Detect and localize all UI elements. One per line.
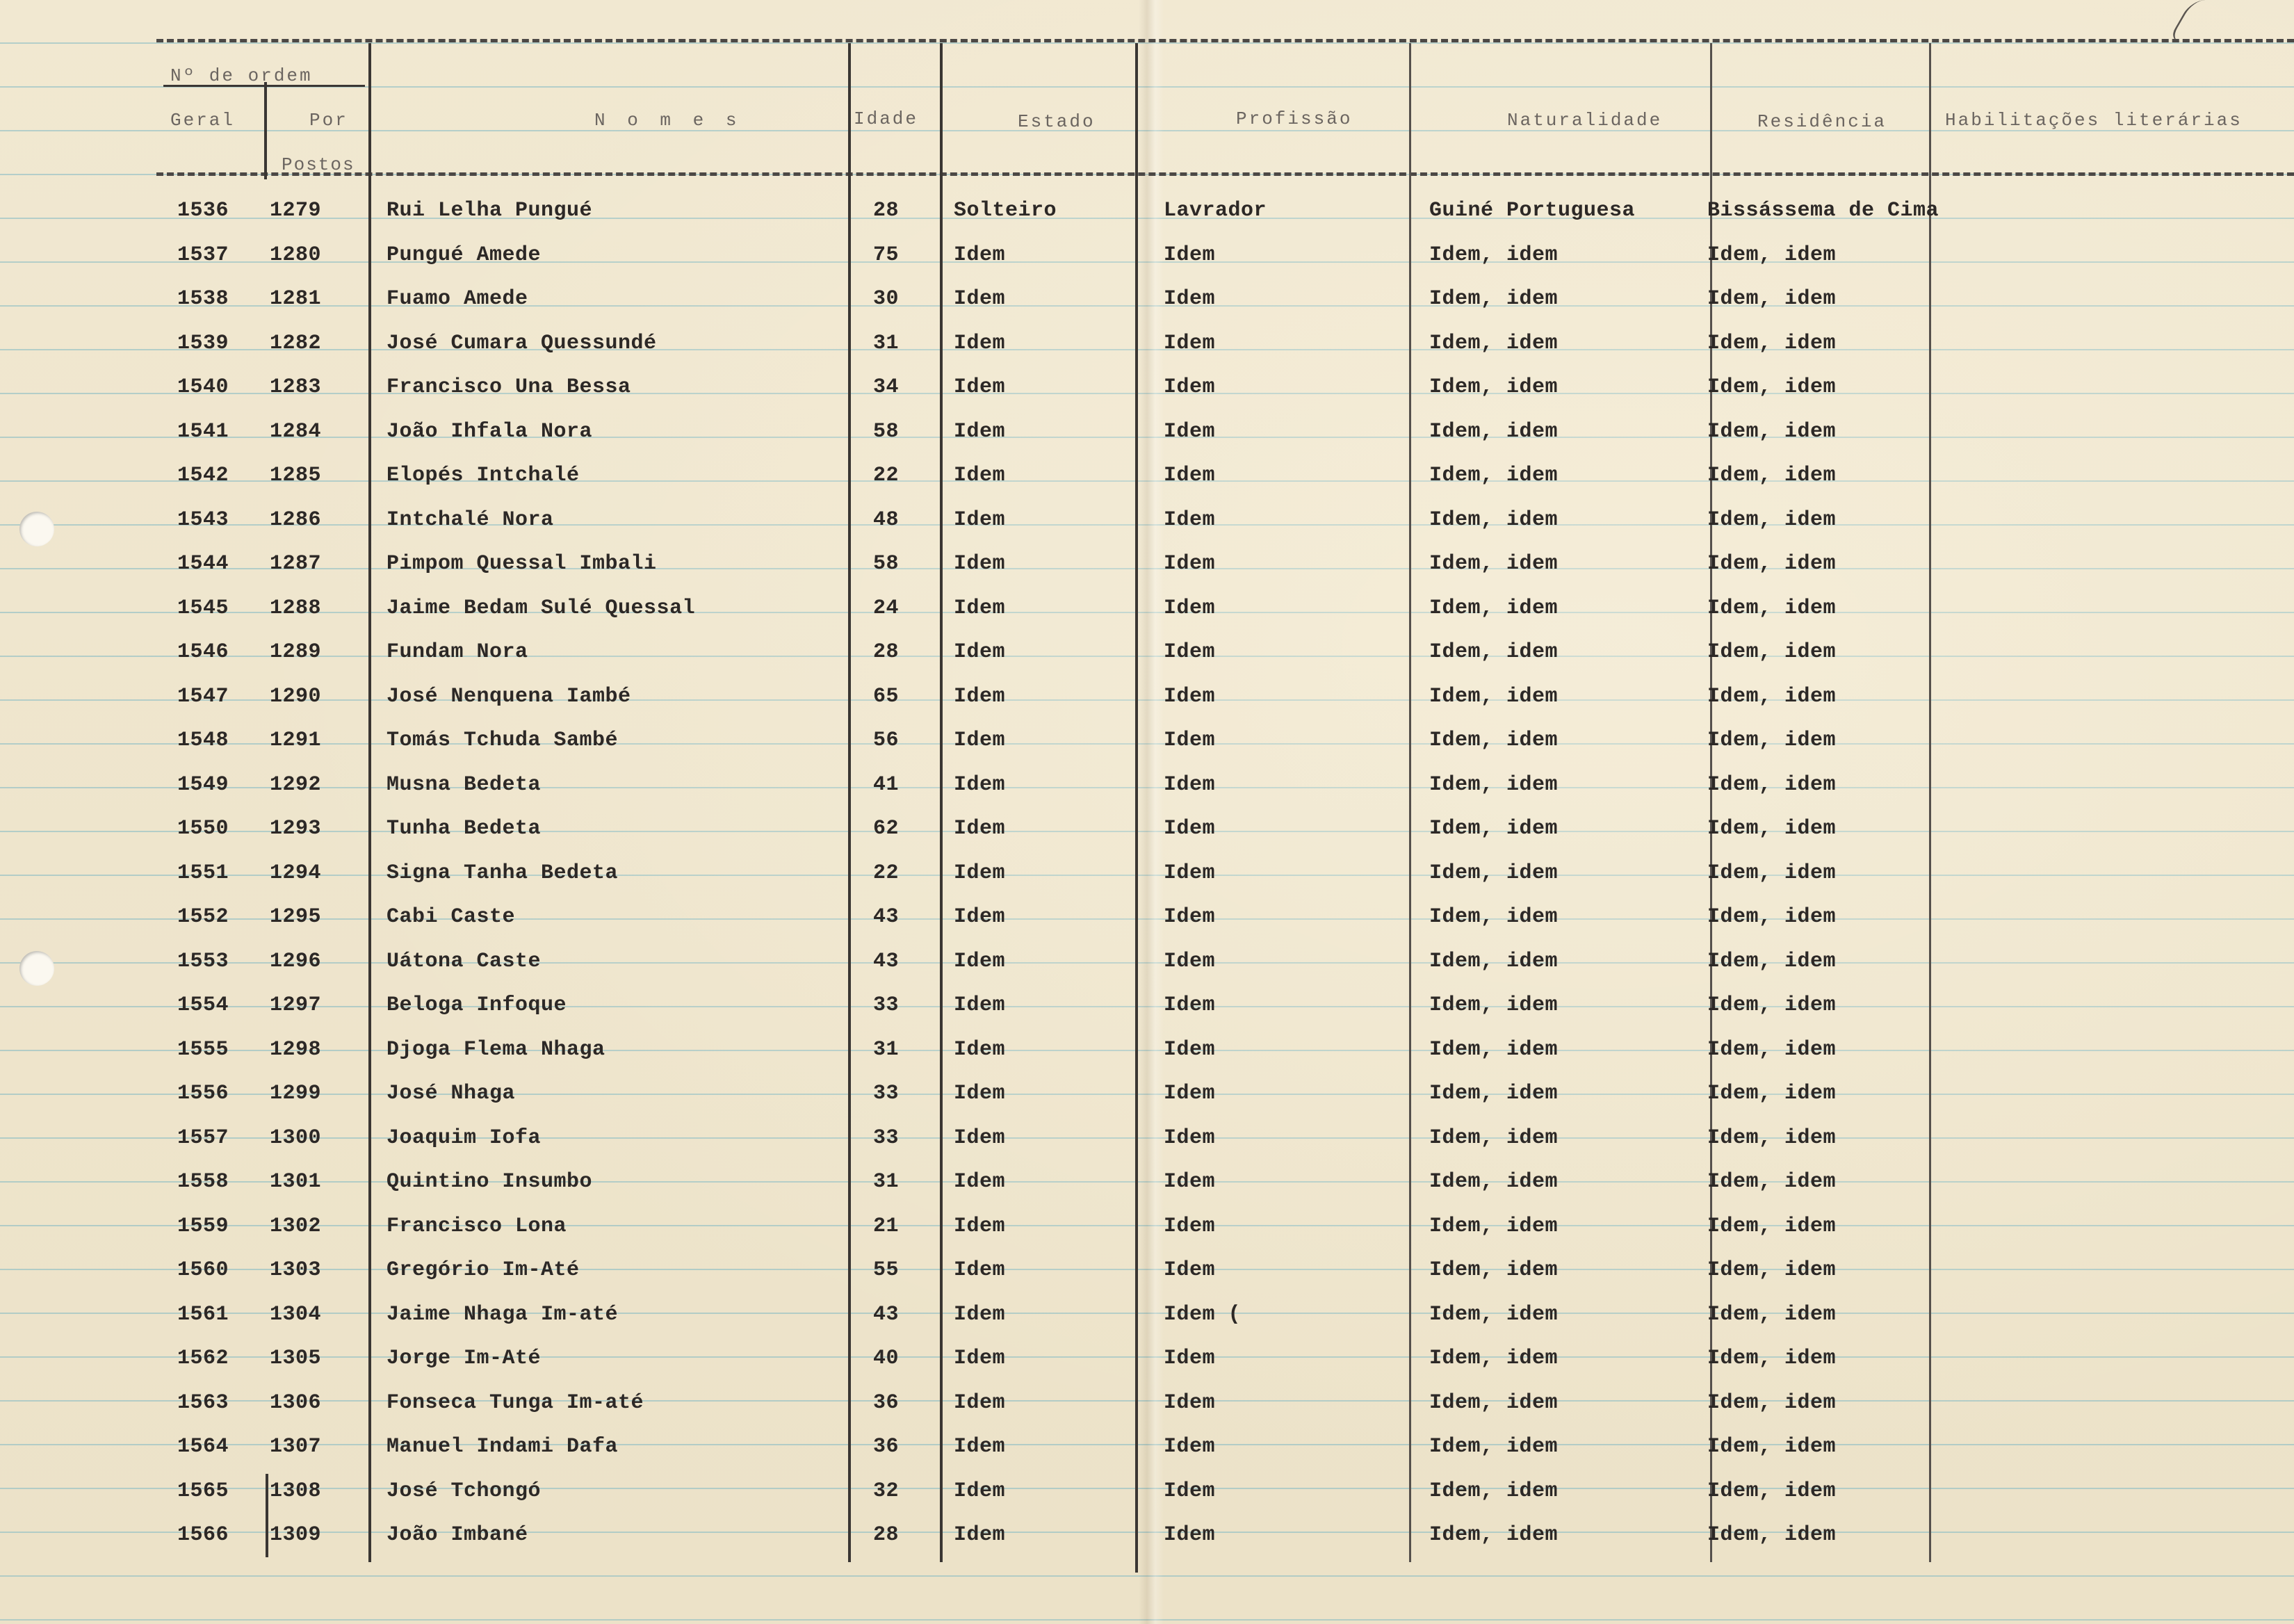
- cell-por: 1305: [270, 1347, 322, 1370]
- cell-idade: 33: [873, 1082, 900, 1105]
- cell-idade: 33: [873, 993, 900, 1017]
- cell-naturalidade: Idem, idem: [1429, 420, 1559, 444]
- cell-por: 1295: [270, 905, 322, 929]
- cell-estado: Idem: [954, 993, 1006, 1017]
- cell-geral: 1546: [177, 640, 229, 664]
- cell-naturalidade: Idem, idem: [1429, 640, 1559, 664]
- table-row: [0, 1347, 2294, 1381]
- cell-idade: 58: [873, 420, 900, 444]
- cell-residencia: Idem, idem: [1707, 685, 1837, 708]
- top-rule: [156, 39, 2294, 42]
- cell-geral: 1541: [177, 420, 229, 444]
- cell-naturalidade: Idem, idem: [1429, 287, 1559, 311]
- cell-residencia: Idem, idem: [1707, 375, 1837, 399]
- cell-geral: 1537: [177, 243, 229, 267]
- table-row: [0, 905, 2294, 940]
- cell-residencia: Idem, idem: [1707, 508, 1837, 532]
- cell-residencia: Idem, idem: [1707, 1435, 1837, 1459]
- table-row: [0, 464, 2294, 498]
- cell-residencia: Idem, idem: [1707, 464, 1837, 487]
- cell-estado: Idem: [954, 1435, 1006, 1459]
- cell-idade: 40: [873, 1347, 900, 1370]
- cell-nome: Fuamo Amede: [387, 287, 528, 311]
- cell-idade: 31: [873, 1170, 900, 1194]
- cell-geral: 1544: [177, 552, 229, 576]
- cell-profissao: Idem: [1164, 1479, 1216, 1503]
- cell-estado: Idem: [954, 332, 1006, 355]
- cell-residencia: Idem, idem: [1707, 1479, 1837, 1503]
- cell-por: 1297: [270, 993, 322, 1017]
- cell-naturalidade: Idem, idem: [1429, 1082, 1559, 1105]
- cell-por: 1281: [270, 287, 322, 311]
- table-row: [0, 596, 2294, 631]
- cell-nome: Manuel Indami Dafa: [387, 1435, 619, 1459]
- cell-idade: 32: [873, 1479, 900, 1503]
- table-row: [0, 1303, 2294, 1338]
- cell-por: 1299: [270, 1082, 322, 1105]
- header-por: Por: [309, 110, 348, 131]
- cell-estado: Idem: [954, 287, 1006, 311]
- header-bottom-rule: [156, 172, 2294, 176]
- cell-profissao: Idem: [1164, 552, 1216, 576]
- cell-nome: Signa Tanha Bedeta: [387, 861, 619, 885]
- cell-idade: 36: [873, 1435, 900, 1459]
- cell-geral: 1539: [177, 332, 229, 355]
- table-row: [0, 1215, 2294, 1249]
- cell-estado: Idem: [954, 685, 1006, 708]
- cell-por: 1298: [270, 1038, 322, 1062]
- cell-profissao: Idem: [1164, 1391, 1216, 1415]
- cell-naturalidade: Idem, idem: [1429, 1258, 1559, 1282]
- cell-naturalidade: Idem, idem: [1429, 993, 1559, 1017]
- cell-nome: Fundam Nora: [387, 640, 528, 664]
- cell-profissao: Idem: [1164, 1347, 1216, 1370]
- cell-estado: Idem: [954, 420, 1006, 444]
- table-row: [0, 552, 2294, 587]
- cell-estado: Idem: [954, 1391, 1006, 1415]
- cell-geral: 1540: [177, 375, 229, 399]
- cell-naturalidade: Idem, idem: [1429, 1126, 1559, 1150]
- cell-nome: Cabi Caste: [387, 905, 516, 929]
- cell-profissao: Idem: [1164, 1038, 1216, 1062]
- cell-geral: 1554: [177, 993, 229, 1017]
- cell-idade: 55: [873, 1258, 900, 1282]
- cell-residencia: Idem, idem: [1707, 1215, 1837, 1238]
- header-ordem: Nº de ordem: [170, 65, 313, 86]
- cell-por: 1303: [270, 1258, 322, 1282]
- cell-geral: 1547: [177, 685, 229, 708]
- cell-nome: Francisco Una Bessa: [387, 375, 631, 399]
- cell-residencia: Idem, idem: [1707, 640, 1837, 664]
- cell-estado: Idem: [954, 1258, 1006, 1282]
- cell-estado: Idem: [954, 1347, 1006, 1370]
- cell-geral: 1553: [177, 950, 229, 973]
- cell-idade: 48: [873, 508, 900, 532]
- cell-idade: 34: [873, 375, 900, 399]
- cell-idade: 30: [873, 287, 900, 311]
- cell-idade: 28: [873, 199, 900, 222]
- ordem-underline: [163, 85, 365, 87]
- cell-naturalidade: Idem, idem: [1429, 1303, 1559, 1326]
- cell-nome: Jaime Bedam Sulé Quessal: [387, 596, 696, 620]
- cell-residencia: Idem, idem: [1707, 1082, 1837, 1105]
- cell-idade: 31: [873, 1038, 900, 1062]
- cell-por: 1285: [270, 464, 322, 487]
- cell-por: 1290: [270, 685, 322, 708]
- cell-por: 1287: [270, 552, 322, 576]
- cell-por: 1284: [270, 420, 322, 444]
- cell-geral: 1560: [177, 1258, 229, 1282]
- header-postos: Postos: [282, 154, 355, 175]
- cell-residencia: Idem, idem: [1707, 243, 1837, 267]
- cell-geral: 1566: [177, 1523, 229, 1547]
- cell-nome: Elopés Intchalé: [387, 464, 580, 487]
- cell-por: 1301: [270, 1170, 322, 1194]
- cell-idade: 24: [873, 596, 900, 620]
- cell-profissao: Idem: [1164, 1258, 1216, 1282]
- pen-mark: [2167, 0, 2222, 42]
- cell-residencia: Idem, idem: [1707, 1126, 1837, 1150]
- cell-residencia: Idem, idem: [1707, 552, 1837, 576]
- cell-profissao: Idem: [1164, 596, 1216, 620]
- table-row: [0, 1126, 2294, 1161]
- cell-estado: Idem: [954, 1126, 1006, 1150]
- cell-residencia: Idem, idem: [1707, 1347, 1837, 1370]
- cell-residencia: Idem, idem: [1707, 1258, 1837, 1282]
- cell-idade: 22: [873, 861, 900, 885]
- cell-residencia: Idem, idem: [1707, 817, 1837, 841]
- cell-geral: 1552: [177, 905, 229, 929]
- cell-profissao: Idem: [1164, 420, 1216, 444]
- cell-nome: Djoga Flema Nhaga: [387, 1038, 605, 1062]
- cell-residencia: Idem, idem: [1707, 1391, 1837, 1415]
- cell-idade: 43: [873, 905, 900, 929]
- cell-naturalidade: Idem, idem: [1429, 1038, 1559, 1062]
- cell-nome: Beloga Infoque: [387, 993, 567, 1017]
- cell-profissao: Idem: [1164, 817, 1216, 841]
- cell-estado: Idem: [954, 243, 1006, 267]
- cell-nome: Joaquim Iofa: [387, 1126, 542, 1150]
- cell-por: 1289: [270, 640, 322, 664]
- cell-naturalidade: Guiné Portuguesa: [1429, 199, 1636, 222]
- cell-profissao: Idem: [1164, 508, 1216, 532]
- cell-idade: 65: [873, 685, 900, 708]
- cell-geral: 1538: [177, 287, 229, 311]
- cell-residencia: Idem, idem: [1707, 861, 1837, 885]
- header-nomes: N o m e s: [594, 110, 742, 131]
- cell-estado: Idem: [954, 817, 1006, 841]
- cell-estado: Idem: [954, 950, 1006, 973]
- cell-nome: Gregório Im-Até: [387, 1258, 580, 1282]
- cell-nome: Rui Lelha Pungué: [387, 199, 593, 222]
- cell-nome: José Tchongó: [387, 1479, 542, 1503]
- cell-profissao: Idem: [1164, 993, 1216, 1017]
- cell-estado: Idem: [954, 773, 1006, 797]
- cell-naturalidade: Idem, idem: [1429, 243, 1559, 267]
- cell-por: 1279: [270, 199, 322, 222]
- cell-estado: Idem: [954, 1215, 1006, 1238]
- cell-residencia: Idem, idem: [1707, 905, 1837, 929]
- header-geral: Geral: [170, 110, 236, 131]
- cell-estado: Idem: [954, 1038, 1006, 1062]
- cell-idade: 41: [873, 773, 900, 797]
- table-row: [0, 243, 2294, 278]
- cell-nome: Uátona Caste: [387, 950, 542, 973]
- cell-residencia: Idem, idem: [1707, 950, 1837, 973]
- cell-idade: 43: [873, 1303, 900, 1326]
- cell-por: 1286: [270, 508, 322, 532]
- cell-geral: 1559: [177, 1215, 229, 1238]
- cell-nome: José Nenquena Iambé: [387, 685, 631, 708]
- header-profissao: Profissão: [1236, 108, 1353, 129]
- cell-naturalidade: Idem, idem: [1429, 1479, 1559, 1503]
- cell-por: 1283: [270, 375, 322, 399]
- cell-profissao: Idem: [1164, 375, 1216, 399]
- cell-naturalidade: Idem, idem: [1429, 861, 1559, 885]
- cell-residencia: Idem, idem: [1707, 420, 1837, 444]
- cell-geral: 1548: [177, 729, 229, 752]
- table-row: [0, 375, 2294, 410]
- header-idade: Idade: [854, 108, 919, 129]
- cell-por: 1304: [270, 1303, 322, 1326]
- cell-nome: Jorge Im-Até: [387, 1347, 542, 1370]
- cell-profissao: Idem: [1164, 243, 1216, 267]
- cell-profissao: Idem (: [1164, 1303, 1242, 1326]
- table-row: [0, 1082, 2294, 1116]
- table-row: [0, 1523, 2294, 1558]
- cell-profissao: Idem: [1164, 1215, 1216, 1238]
- cell-idade: 62: [873, 817, 900, 841]
- cell-nome: Pungué Amede: [387, 243, 542, 267]
- cell-residencia: Bissássema de Cima: [1707, 199, 1939, 222]
- cell-residencia: Idem, idem: [1707, 1523, 1837, 1547]
- table-row: [0, 773, 2294, 808]
- cell-naturalidade: Idem, idem: [1429, 464, 1559, 487]
- cell-geral: 1536: [177, 199, 229, 222]
- cell-por: 1302: [270, 1215, 322, 1238]
- cell-residencia: Idem, idem: [1707, 1170, 1837, 1194]
- cell-estado: Idem: [954, 1479, 1006, 1503]
- cell-idade: 58: [873, 552, 900, 576]
- cell-estado: Idem: [954, 905, 1006, 929]
- cell-naturalidade: Idem, idem: [1429, 1215, 1559, 1238]
- cell-nome: João Ihfala Nora: [387, 420, 593, 444]
- cell-naturalidade: Idem, idem: [1429, 596, 1559, 620]
- cell-nome: João Imbané: [387, 1523, 528, 1547]
- cell-nome: Tomás Tchuda Sambé: [387, 729, 619, 752]
- table-row: [0, 508, 2294, 543]
- cell-estado: Idem: [954, 1170, 1006, 1194]
- cell-naturalidade: Idem, idem: [1429, 1523, 1559, 1547]
- header-estado: Estado: [1018, 111, 1096, 132]
- table-row: [0, 420, 2294, 455]
- cell-estado: Idem: [954, 1082, 1006, 1105]
- cell-profissao: Idem: [1164, 1082, 1216, 1105]
- table-row: [0, 685, 2294, 720]
- cell-por: 1292: [270, 773, 322, 797]
- cell-profissao: Idem: [1164, 1523, 1216, 1547]
- table-row: [0, 1258, 2294, 1293]
- table-row: [0, 1170, 2294, 1205]
- cell-profissao: Idem: [1164, 685, 1216, 708]
- table-row: [0, 1391, 2294, 1426]
- table-row: [0, 640, 2294, 675]
- cell-por: 1309: [270, 1523, 322, 1547]
- cell-geral: 1551: [177, 861, 229, 885]
- cell-geral: 1565: [177, 1479, 229, 1503]
- table-row: [0, 729, 2294, 763]
- cell-naturalidade: Idem, idem: [1429, 375, 1559, 399]
- table-row: [0, 861, 2294, 896]
- cell-naturalidade: Idem, idem: [1429, 1170, 1559, 1194]
- cell-profissao: Idem: [1164, 1126, 1216, 1150]
- table-row: [0, 1435, 2294, 1470]
- cell-idade: 75: [873, 243, 900, 267]
- cell-profissao: Idem: [1164, 464, 1216, 487]
- cell-geral: 1558: [177, 1170, 229, 1194]
- table-row: [0, 1479, 2294, 1514]
- cell-naturalidade: Idem, idem: [1429, 685, 1559, 708]
- cell-residencia: Idem, idem: [1707, 596, 1837, 620]
- cell-profissao: Idem: [1164, 861, 1216, 885]
- cell-por: 1294: [270, 861, 322, 885]
- cell-residencia: Idem, idem: [1707, 332, 1837, 355]
- cell-naturalidade: Idem, idem: [1429, 950, 1559, 973]
- cell-naturalidade: Idem, idem: [1429, 773, 1559, 797]
- cell-geral: 1549: [177, 773, 229, 797]
- cell-idade: 28: [873, 640, 900, 664]
- cell-idade: 21: [873, 1215, 900, 1238]
- cell-idade: 43: [873, 950, 900, 973]
- cell-idade: 56: [873, 729, 900, 752]
- table-row: [0, 950, 2294, 984]
- cell-geral: 1564: [177, 1435, 229, 1459]
- cell-geral: 1543: [177, 508, 229, 532]
- cell-idade: 36: [873, 1391, 900, 1415]
- cell-profissao: Idem: [1164, 729, 1216, 752]
- cell-geral: 1542: [177, 464, 229, 487]
- cell-profissao: Idem: [1164, 1170, 1216, 1194]
- cell-profissao: Idem: [1164, 287, 1216, 311]
- cell-geral: 1563: [177, 1391, 229, 1415]
- cell-por: 1307: [270, 1435, 322, 1459]
- cell-estado: Idem: [954, 375, 1006, 399]
- column-divider-geral: [264, 82, 267, 179]
- cell-nome: Pimpom Quessal Imbali: [387, 552, 657, 576]
- cell-profissao: Idem: [1164, 1435, 1216, 1459]
- header-naturalidade: Naturalidade: [1507, 110, 1663, 131]
- cell-naturalidade: Idem, idem: [1429, 552, 1559, 576]
- cell-geral: 1561: [177, 1303, 229, 1326]
- cell-nome: Francisco Lona: [387, 1215, 567, 1238]
- cell-naturalidade: Idem, idem: [1429, 1347, 1559, 1370]
- cell-profissao: Idem: [1164, 905, 1216, 929]
- cell-residencia: Idem, idem: [1707, 1038, 1837, 1062]
- cell-geral: 1555: [177, 1038, 229, 1062]
- cell-profissao: Idem: [1164, 950, 1216, 973]
- cell-por: 1300: [270, 1126, 322, 1150]
- cell-residencia: Idem, idem: [1707, 287, 1837, 311]
- cell-por: 1308: [270, 1479, 322, 1503]
- cell-estado: Idem: [954, 729, 1006, 752]
- cell-profissao: Lavrador: [1164, 199, 1267, 222]
- cell-por: 1291: [270, 729, 322, 752]
- cell-idade: 22: [873, 464, 900, 487]
- cell-estado: Idem: [954, 1523, 1006, 1547]
- cell-idade: 31: [873, 332, 900, 355]
- table-row: [0, 817, 2294, 852]
- cell-nome: Tunha Bedeta: [387, 817, 542, 841]
- cell-residencia: Idem, idem: [1707, 1303, 1837, 1326]
- cell-naturalidade: Idem, idem: [1429, 729, 1559, 752]
- cell-nome: Fonseca Tunga Im-até: [387, 1391, 644, 1415]
- cell-naturalidade: Idem, idem: [1429, 1435, 1559, 1459]
- cell-geral: 1550: [177, 817, 229, 841]
- cell-residencia: Idem, idem: [1707, 729, 1837, 752]
- table-row: [0, 993, 2294, 1028]
- table-row: [0, 199, 2294, 234]
- cell-por: 1306: [270, 1391, 322, 1415]
- cell-naturalidade: Idem, idem: [1429, 1391, 1559, 1415]
- cell-por: 1288: [270, 596, 322, 620]
- cell-por: 1282: [270, 332, 322, 355]
- cell-residencia: Idem, idem: [1707, 773, 1837, 797]
- header-residencia: Residência: [1757, 111, 1887, 132]
- cell-nome: Musna Bedeta: [387, 773, 542, 797]
- cell-nome: Intchalé Nora: [387, 508, 554, 532]
- cell-estado: Idem: [954, 508, 1006, 532]
- cell-naturalidade: Idem, idem: [1429, 332, 1559, 355]
- cell-profissao: Idem: [1164, 773, 1216, 797]
- table-row: [0, 287, 2294, 322]
- cell-geral: 1562: [177, 1347, 229, 1370]
- cell-estado: Idem: [954, 1303, 1006, 1326]
- cell-geral: 1556: [177, 1082, 229, 1105]
- cell-idade: 28: [873, 1523, 900, 1547]
- cell-residencia: Idem, idem: [1707, 993, 1837, 1017]
- cell-estado: Idem: [954, 861, 1006, 885]
- cell-estado: Solteiro: [954, 199, 1057, 222]
- cell-geral: 1557: [177, 1126, 229, 1150]
- header-habilitacoes: Habilitações literárias: [1945, 110, 2243, 131]
- cell-naturalidade: Idem, idem: [1429, 508, 1559, 532]
- cell-idade: 33: [873, 1126, 900, 1150]
- cell-naturalidade: Idem, idem: [1429, 817, 1559, 841]
- cell-profissao: Idem: [1164, 640, 1216, 664]
- cell-nome: José Cumara Quessundé: [387, 332, 657, 355]
- cell-por: 1280: [270, 243, 322, 267]
- cell-estado: Idem: [954, 640, 1006, 664]
- cell-nome: Jaime Nhaga Im-até: [387, 1303, 619, 1326]
- cell-estado: Idem: [954, 596, 1006, 620]
- cell-por: 1293: [270, 817, 322, 841]
- table-row: [0, 332, 2294, 366]
- cell-nome: José Nhaga: [387, 1082, 516, 1105]
- cell-naturalidade: Idem, idem: [1429, 905, 1559, 929]
- cell-nome: Quintino Insumbo: [387, 1170, 593, 1194]
- cell-profissao: Idem: [1164, 332, 1216, 355]
- cell-por: 1296: [270, 950, 322, 973]
- cell-estado: Idem: [954, 552, 1006, 576]
- cell-estado: Idem: [954, 464, 1006, 487]
- table-row: [0, 1038, 2294, 1073]
- cell-geral: 1545: [177, 596, 229, 620]
